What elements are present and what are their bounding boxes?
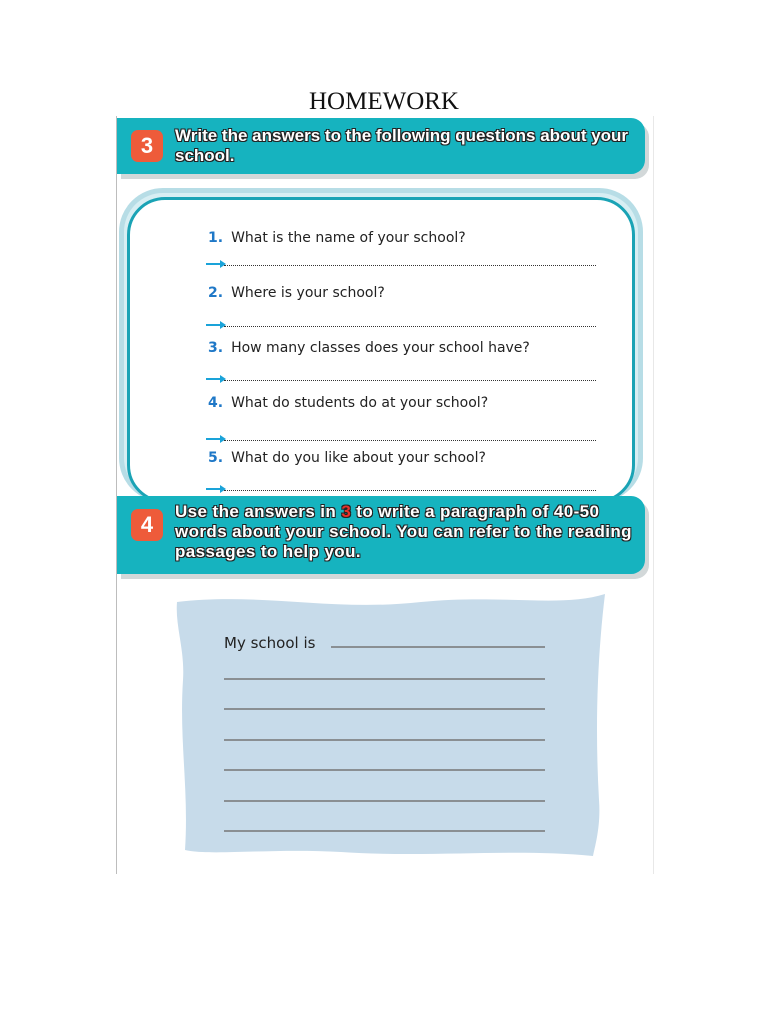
answer-arrow-icon [206, 488, 224, 490]
answer-line-4[interactable] [224, 440, 596, 441]
question-2 [208, 285, 385, 301]
question-5 [208, 450, 486, 466]
writing-paper-shape [171, 590, 607, 858]
instruction-reference: 3 [341, 502, 352, 521]
answer-arrow-icon [206, 378, 224, 380]
answer-arrow-icon [206, 324, 224, 326]
question-number: 3. [208, 340, 224, 356]
question-text: What do you like about your school? [231, 450, 486, 466]
question-text: How many classes does your school have? [231, 340, 530, 356]
paragraph-starter: My school is [224, 634, 316, 652]
question-number: 2. [208, 285, 224, 301]
question-text: What do students do at your school? [231, 395, 489, 411]
writing-line-3[interactable] [224, 708, 545, 710]
writing-line-2[interactable] [224, 678, 545, 680]
question-1 [208, 230, 466, 246]
instruction-part: Use the answers in [175, 502, 342, 521]
worksheet [116, 116, 654, 874]
page-title: HOMEWORK [309, 88, 459, 115]
question-text: What is the name of your school? [231, 230, 466, 246]
questions-box [119, 188, 643, 502]
question-4 [208, 395, 488, 411]
exercise-3-badge: 3 [131, 130, 163, 162]
writing-line-6[interactable] [224, 800, 545, 802]
answer-line-3[interactable] [224, 380, 596, 381]
writing-line-5[interactable] [224, 769, 545, 771]
exercise-4-badge: 4 [131, 509, 163, 541]
question-text: Where is your school? [231, 285, 385, 301]
instruction-part: to write a paragraph of 40-50 words about your school. You can refer to the reading passages to help you. [175, 502, 632, 561]
question-3 [208, 340, 530, 356]
question-number: 5. [208, 450, 224, 466]
exercise-3-banner [117, 118, 645, 174]
question-number: 1. [208, 230, 224, 246]
answer-arrow-icon [206, 438, 224, 440]
question-number: 4. [208, 395, 224, 411]
writing-line-1[interactable] [331, 646, 545, 648]
answer-line-5[interactable] [224, 490, 596, 491]
writing-area[interactable] [171, 590, 607, 858]
exercise-4-instruction [175, 502, 635, 562]
answer-arrow-icon [206, 263, 224, 265]
answer-line-2[interactable] [224, 326, 596, 327]
exercise-3-instruction: Write the answers to the following questions about your school. [175, 126, 629, 165]
answer-line-1[interactable] [224, 265, 596, 266]
exercise-4-banner [117, 496, 645, 574]
writing-line-7[interactable] [224, 830, 545, 832]
writing-line-4[interactable] [224, 739, 545, 741]
questions-box-inner [127, 197, 635, 503]
